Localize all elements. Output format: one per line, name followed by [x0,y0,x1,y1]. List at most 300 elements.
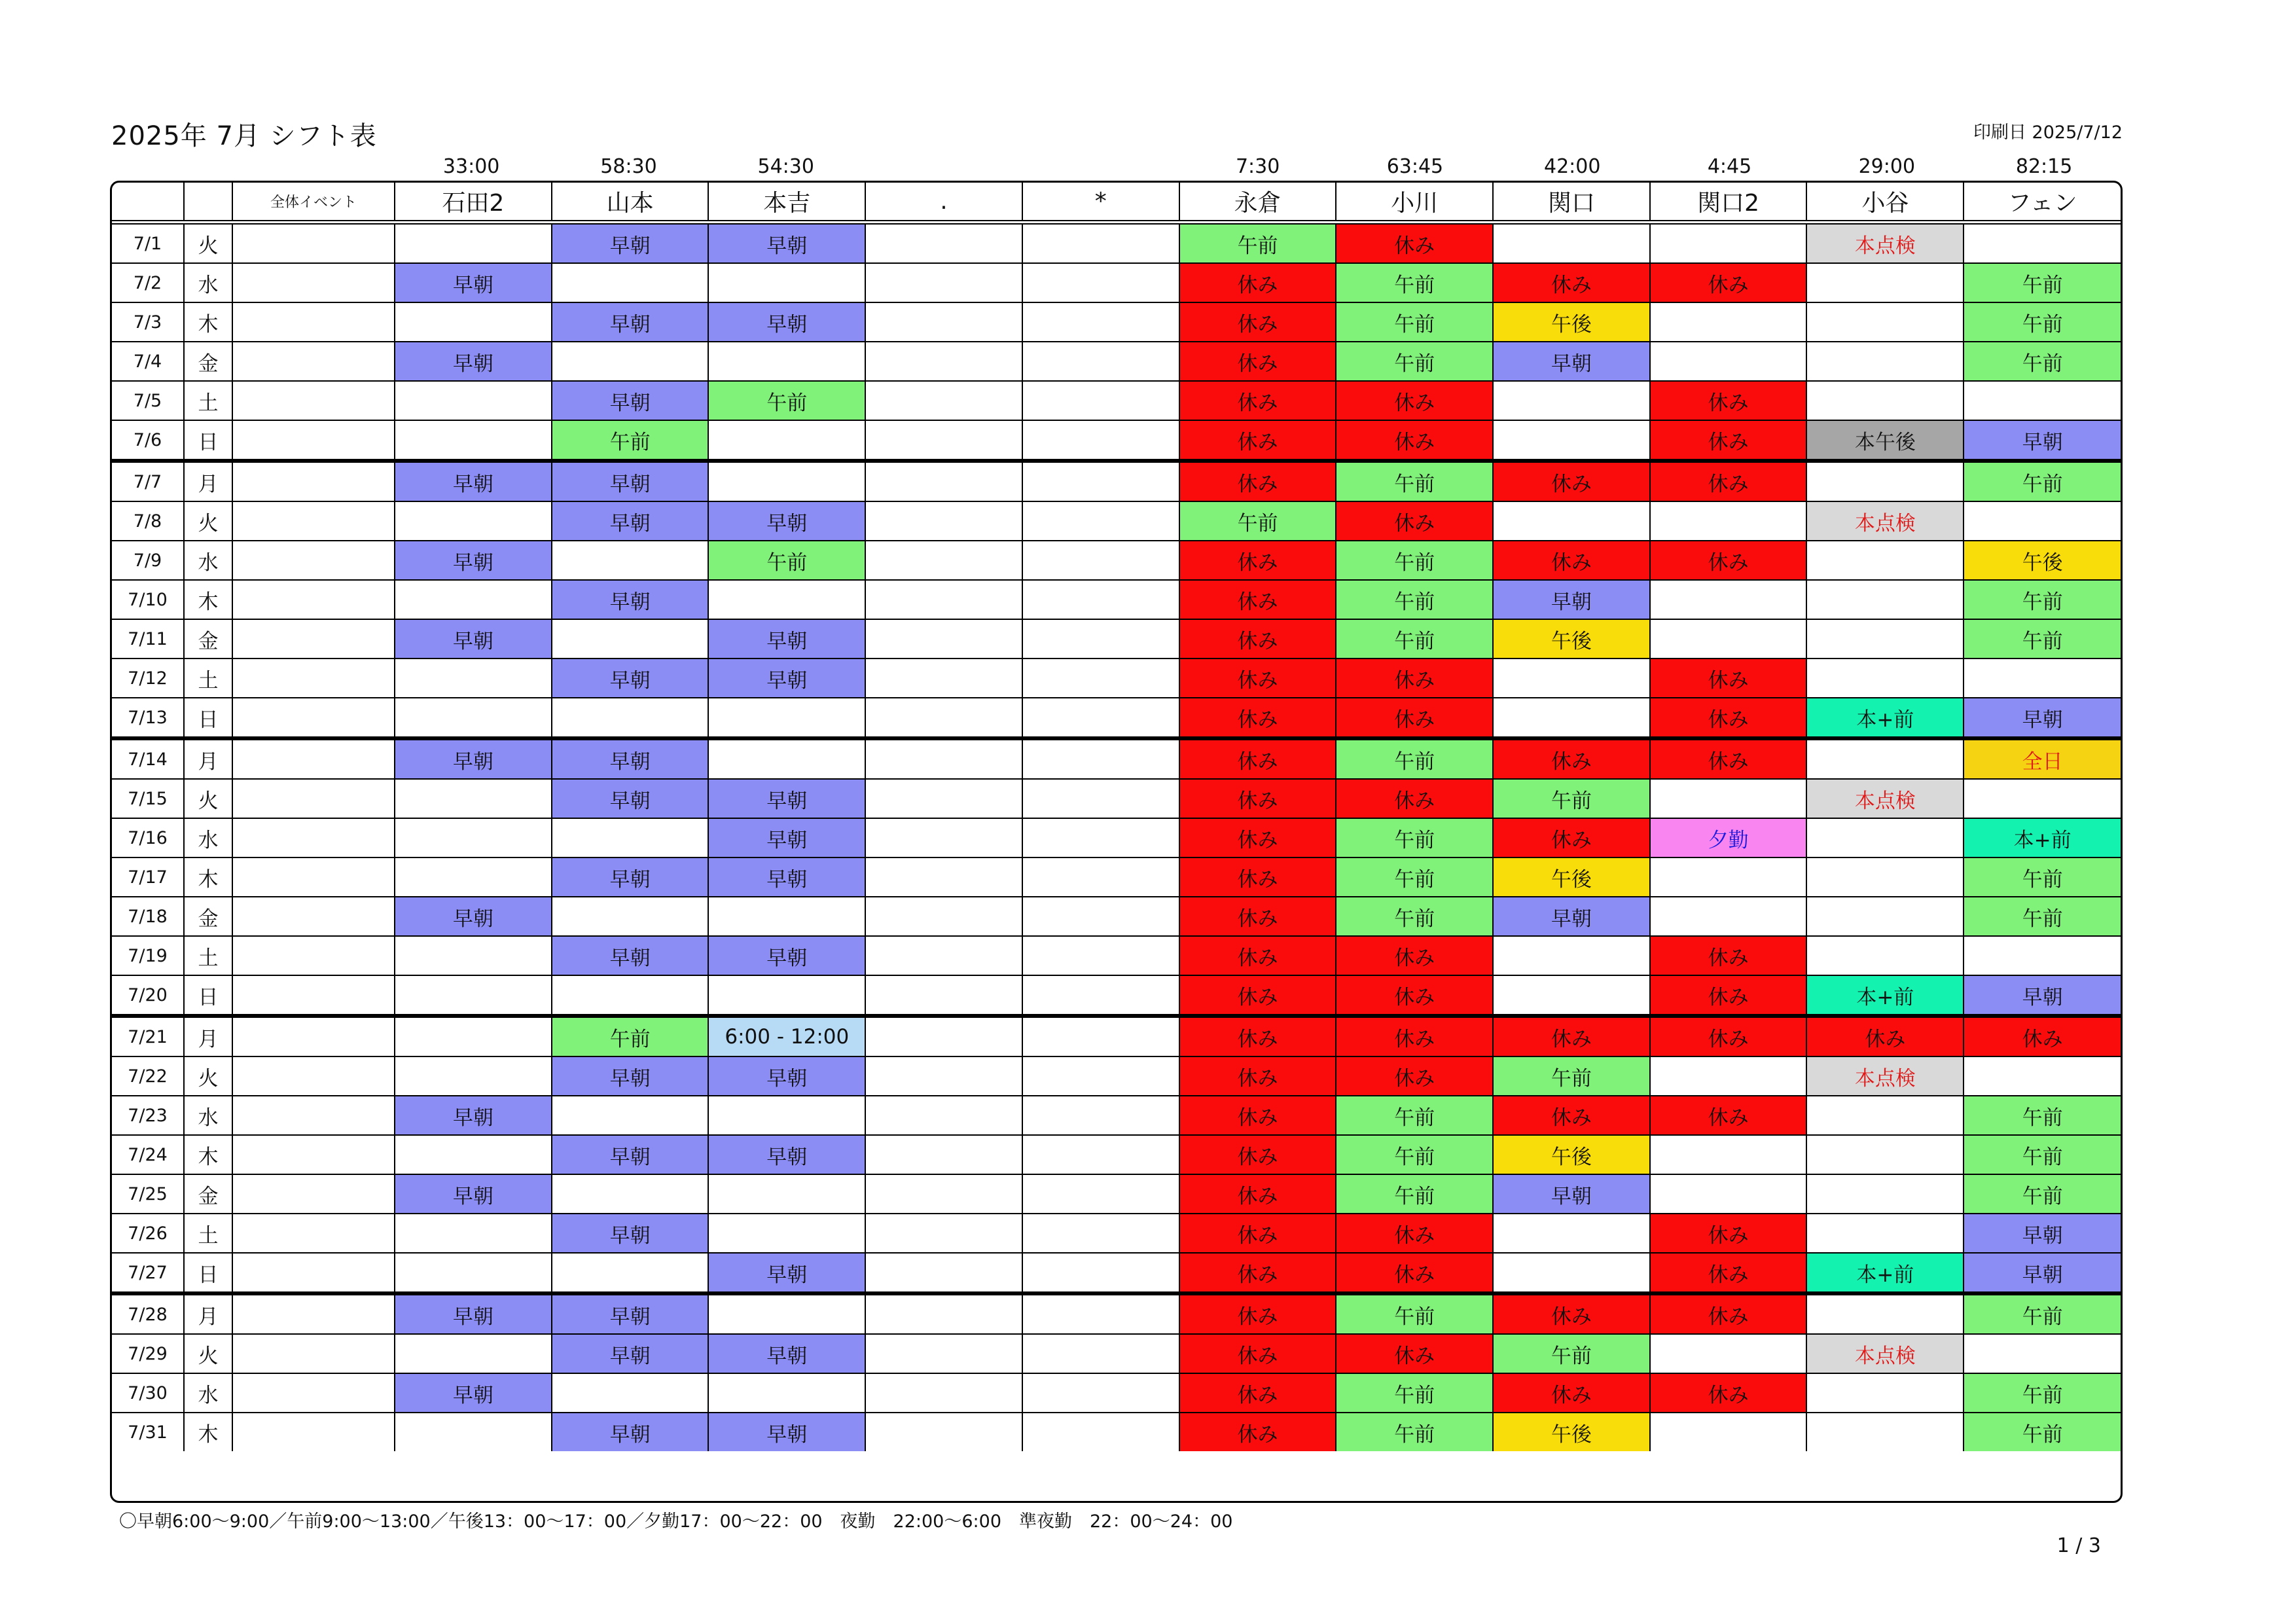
shift-cell[interactable] [1022,501,1179,541]
shift-cell[interactable] [1650,580,1807,619]
shift-cell[interactable] [552,1253,709,1293]
shift-cell[interactable] [865,975,1022,1016]
shift-cell[interactable]: 午前 [1336,1373,1493,1413]
shift-cell[interactable] [865,1293,1022,1334]
shift-cell[interactable]: 本点検 [1806,779,1964,818]
date-cell[interactable]: 7/26 [112,1214,184,1253]
shift-cell[interactable] [865,223,1022,264]
shift-cell[interactable]: 午前 [1964,1096,2121,1135]
shift-cell[interactable] [865,818,1022,857]
shift-cell[interactable] [552,975,709,1016]
shift-cell[interactable]: 早朝 [708,936,865,975]
shift-cell[interactable] [1806,461,1964,501]
weekday-cell[interactable]: 火 [184,1056,232,1096]
shift-cell[interactable] [395,1135,552,1174]
event-cell[interactable] [232,420,395,461]
event-cell[interactable] [232,263,395,302]
shift-cell[interactable]: 早朝 [552,1056,709,1096]
shift-cell[interactable]: 早朝 [552,659,709,698]
shift-cell[interactable]: 休み [1179,1253,1336,1293]
shift-cell[interactable] [708,738,865,779]
shift-cell[interactable] [1022,1135,1179,1174]
shift-cell[interactable]: 午後 [1493,1413,1650,1451]
shift-cell[interactable]: 休み [1493,1293,1650,1334]
shift-cell[interactable] [1806,1373,1964,1413]
event-cell[interactable] [232,779,395,818]
shift-cell[interactable] [1806,1096,1964,1135]
event-cell[interactable] [232,461,395,501]
shift-cell[interactable] [1650,1135,1807,1174]
weekday-cell[interactable]: 木 [184,302,232,342]
shift-cell[interactable] [1806,738,1964,779]
shift-cell[interactable] [865,381,1022,420]
shift-cell[interactable]: 午前 [1336,619,1493,659]
date-cell[interactable]: 7/30 [112,1373,184,1413]
date-cell[interactable]: 7/5 [112,381,184,420]
shift-cell[interactable] [865,857,1022,897]
shift-cell[interactable]: 早朝 [1964,1214,2121,1253]
date-cell[interactable]: 7/1 [112,223,184,264]
shift-cell[interactable] [1806,1293,1964,1334]
date-cell[interactable]: 7/18 [112,897,184,936]
date-cell[interactable]: 7/2 [112,263,184,302]
shift-cell[interactable]: 早朝 [708,1253,865,1293]
shift-cell[interactable]: 休み [1336,1016,1493,1056]
shift-cell[interactable] [395,698,552,738]
shift-cell[interactable] [1022,779,1179,818]
shift-cell[interactable] [708,1373,865,1413]
shift-cell[interactable] [1806,818,1964,857]
weekday-cell[interactable]: 木 [184,857,232,897]
shift-cell[interactable] [708,1096,865,1135]
weekday-cell[interactable]: 金 [184,619,232,659]
shift-cell[interactable]: 午前 [1964,263,2121,302]
shift-cell[interactable]: 午前 [1964,1135,2121,1174]
date-cell[interactable]: 7/3 [112,302,184,342]
shift-cell[interactable]: 休み [1179,1373,1336,1413]
shift-cell[interactable]: 休み [1179,263,1336,302]
shift-cell[interactable] [1493,1253,1650,1293]
shift-cell[interactable] [865,1214,1022,1253]
shift-cell[interactable]: 早朝 [708,1135,865,1174]
shift-cell[interactable] [1806,302,1964,342]
event-cell[interactable] [232,1016,395,1056]
shift-cell[interactable] [395,1413,552,1451]
date-cell[interactable]: 7/29 [112,1334,184,1373]
shift-cell[interactable] [1650,1056,1807,1096]
shift-cell[interactable]: 休み [1650,420,1807,461]
event-cell[interactable] [232,1096,395,1135]
shift-cell[interactable]: 休み [1964,1016,2121,1056]
shift-cell[interactable]: 午前 [1964,1293,2121,1334]
event-cell[interactable] [232,1214,395,1253]
shift-cell[interactable]: 休み [1650,975,1807,1016]
shift-cell[interactable]: 早朝 [395,1293,552,1334]
shift-cell[interactable]: 午前 [708,381,865,420]
shift-cell[interactable]: 早朝 [552,936,709,975]
shift-cell[interactable]: 休み [1493,738,1650,779]
date-cell[interactable]: 7/17 [112,857,184,897]
weekday-cell[interactable]: 水 [184,541,232,580]
shift-cell[interactable]: 全日 [1964,738,2121,779]
shift-cell[interactable]: 本午後 [1806,420,1964,461]
shift-cell[interactable] [552,1174,709,1214]
shift-cell[interactable]: 早朝 [552,580,709,619]
shift-cell[interactable]: 本点検 [1806,501,1964,541]
shift-cell[interactable]: 午前 [1336,1293,1493,1334]
shift-cell[interactable] [395,1253,552,1293]
shift-cell[interactable] [865,659,1022,698]
shift-cell[interactable] [1964,936,2121,975]
shift-cell[interactable]: 休み [1806,1016,1964,1056]
shift-cell[interactable]: 休み [1179,698,1336,738]
shift-cell[interactable]: 早朝 [552,501,709,541]
shift-cell[interactable] [1022,223,1179,264]
date-cell[interactable]: 7/24 [112,1135,184,1174]
shift-cell[interactable] [865,1135,1022,1174]
shift-cell[interactable]: 午前 [708,541,865,580]
shift-cell[interactable] [865,1253,1022,1293]
shift-cell[interactable] [1022,580,1179,619]
shift-cell[interactable]: 早朝 [395,1096,552,1135]
shift-cell[interactable]: 早朝 [708,1413,865,1451]
date-cell[interactable]: 7/20 [112,975,184,1016]
shift-cell[interactable] [865,1016,1022,1056]
shift-cell[interactable]: 早朝 [395,263,552,302]
shift-cell[interactable] [552,1096,709,1135]
shift-cell[interactable] [1022,302,1179,342]
weekday-cell[interactable]: 水 [184,818,232,857]
shift-cell[interactable]: 休み [1179,461,1336,501]
event-cell[interactable] [232,1174,395,1214]
shift-cell[interactable]: 早朝 [1964,420,2121,461]
shift-cell[interactable] [865,580,1022,619]
shift-cell[interactable]: 6:00 - 12:00 [708,1016,865,1056]
shift-cell[interactable] [865,541,1022,580]
weekday-cell[interactable]: 火 [184,779,232,818]
weekday-cell[interactable]: 日 [184,1253,232,1293]
shift-cell[interactable]: 早朝 [552,1135,709,1174]
shift-cell[interactable] [865,779,1022,818]
date-cell[interactable]: 7/16 [112,818,184,857]
shift-cell[interactable]: 休み [1650,738,1807,779]
shift-cell[interactable] [1022,619,1179,659]
shift-cell[interactable] [708,897,865,936]
shift-cell[interactable]: 午前 [1964,342,2121,381]
shift-cell[interactable]: 早朝 [708,857,865,897]
shift-cell[interactable]: 午前 [1336,857,1493,897]
shift-cell[interactable] [1964,501,2121,541]
shift-cell[interactable]: 早朝 [1964,975,2121,1016]
weekday-cell[interactable]: 土 [184,1214,232,1253]
shift-cell[interactable]: 休み [1179,420,1336,461]
date-cell[interactable]: 7/14 [112,738,184,779]
shift-cell[interactable] [1806,580,1964,619]
shift-cell[interactable]: 休み [1336,1214,1493,1253]
shift-cell[interactable] [1022,541,1179,580]
shift-cell[interactable]: 早朝 [552,857,709,897]
shift-cell[interactable]: 早朝 [395,1373,552,1413]
shift-cell[interactable]: 早朝 [708,779,865,818]
shift-cell[interactable]: 休み [1179,975,1336,1016]
weekday-cell[interactable]: 金 [184,897,232,936]
shift-cell[interactable]: 早朝 [1493,580,1650,619]
shift-cell[interactable] [1022,936,1179,975]
event-cell[interactable] [232,818,395,857]
shift-cell[interactable] [865,936,1022,975]
event-cell[interactable] [232,501,395,541]
shift-cell[interactable]: 休み [1179,818,1336,857]
shift-cell[interactable] [1806,263,1964,302]
weekday-cell[interactable]: 月 [184,1293,232,1334]
shift-cell[interactable] [1650,302,1807,342]
shift-cell[interactable]: 早朝 [395,897,552,936]
shift-cell[interactable] [1806,897,1964,936]
weekday-cell[interactable]: 水 [184,1096,232,1135]
shift-cell[interactable]: 休み [1179,936,1336,975]
shift-cell[interactable]: 午前 [1336,263,1493,302]
shift-cell[interactable]: 早朝 [395,738,552,779]
shift-cell[interactable]: 早朝 [708,1056,865,1096]
event-cell[interactable] [232,975,395,1016]
shift-cell[interactable] [1022,1214,1179,1253]
date-cell[interactable]: 7/11 [112,619,184,659]
weekday-cell[interactable]: 土 [184,936,232,975]
shift-cell[interactable] [708,698,865,738]
shift-cell[interactable] [1022,1413,1179,1451]
shift-cell[interactable]: 休み [1650,381,1807,420]
shift-cell[interactable]: 休み [1650,1096,1807,1135]
shift-cell[interactable]: 午前 [1964,1373,2121,1413]
weekday-cell[interactable]: 土 [184,381,232,420]
shift-cell[interactable] [395,779,552,818]
shift-cell[interactable] [1964,659,2121,698]
shift-cell[interactable] [708,975,865,1016]
date-cell[interactable]: 7/6 [112,420,184,461]
shift-cell[interactable]: 休み [1336,659,1493,698]
shift-cell[interactable] [708,1214,865,1253]
shift-cell[interactable] [1022,897,1179,936]
shift-cell[interactable]: 午前 [1179,501,1336,541]
shift-cell[interactable] [1650,1174,1807,1214]
event-cell[interactable] [232,738,395,779]
shift-cell[interactable] [865,263,1022,302]
shift-cell[interactable]: 午前 [1493,1056,1650,1096]
shift-cell[interactable]: 休み [1493,263,1650,302]
shift-cell[interactable]: 午前 [1493,779,1650,818]
event-cell[interactable] [232,659,395,698]
shift-cell[interactable]: 早朝 [708,659,865,698]
shift-cell[interactable] [395,420,552,461]
event-cell[interactable] [232,897,395,936]
date-cell[interactable]: 7/19 [112,936,184,975]
shift-cell[interactable] [395,302,552,342]
shift-cell[interactable]: 休み [1336,698,1493,738]
event-cell[interactable] [232,1373,395,1413]
shift-cell[interactable]: 休み [1336,1253,1493,1293]
shift-cell[interactable]: 休み [1336,936,1493,975]
shift-cell[interactable]: 午前 [1336,1413,1493,1451]
date-cell[interactable]: 7/8 [112,501,184,541]
shift-cell[interactable]: 早朝 [552,1413,709,1451]
shift-cell[interactable] [1806,1135,1964,1174]
shift-cell[interactable]: 休み [1650,1214,1807,1253]
shift-cell[interactable]: 早朝 [395,541,552,580]
event-cell[interactable] [232,302,395,342]
shift-cell[interactable] [1493,659,1650,698]
shift-cell[interactable]: 休み [1179,302,1336,342]
shift-cell[interactable]: 早朝 [395,619,552,659]
shift-cell[interactable] [1022,381,1179,420]
shift-cell[interactable] [1650,1334,1807,1373]
shift-cell[interactable] [552,263,709,302]
shift-cell[interactable]: 午前 [1964,1174,2121,1214]
event-cell[interactable] [232,1293,395,1334]
shift-cell[interactable] [395,818,552,857]
shift-cell[interactable]: 早朝 [1964,1253,2121,1293]
shift-cell[interactable]: 午前 [1336,897,1493,936]
shift-cell[interactable] [1022,263,1179,302]
shift-cell[interactable]: 休み [1650,1373,1807,1413]
shift-cell[interactable]: 午前 [1336,1135,1493,1174]
shift-cell[interactable] [395,857,552,897]
shift-cell[interactable]: 早朝 [708,302,865,342]
weekday-cell[interactable]: 日 [184,698,232,738]
shift-cell[interactable]: 休み [1179,1174,1336,1214]
shift-cell[interactable]: 午前 [1964,897,2121,936]
weekday-cell[interactable]: 火 [184,223,232,264]
shift-cell[interactable] [395,659,552,698]
shift-cell[interactable] [1806,1413,1964,1451]
shift-cell[interactable] [865,1056,1022,1096]
shift-cell[interactable] [1022,1253,1179,1293]
shift-cell[interactable] [1650,619,1807,659]
shift-cell[interactable]: 休み [1650,936,1807,975]
shift-cell[interactable] [865,420,1022,461]
shift-cell[interactable]: 休み [1650,263,1807,302]
shift-cell[interactable]: 休み [1650,461,1807,501]
event-cell[interactable] [232,541,395,580]
shift-cell[interactable] [865,698,1022,738]
shift-cell[interactable]: 本点検 [1806,1334,1964,1373]
weekday-cell[interactable]: 月 [184,461,232,501]
shift-cell[interactable] [395,1016,552,1056]
event-cell[interactable] [232,580,395,619]
shift-cell[interactable] [708,1293,865,1334]
shift-cell[interactable]: 本点検 [1806,1056,1964,1096]
shift-cell[interactable]: 休み [1650,541,1807,580]
date-cell[interactable]: 7/12 [112,659,184,698]
shift-cell[interactable] [1806,659,1964,698]
shift-cell[interactable]: 早朝 [395,342,552,381]
shift-cell[interactable] [1806,342,1964,381]
shift-cell[interactable]: 休み [1179,1413,1336,1451]
shift-cell[interactable] [708,461,865,501]
shift-cell[interactable]: 休み [1179,580,1336,619]
shift-cell[interactable]: 休み [1179,1016,1336,1056]
shift-cell[interactable] [865,1174,1022,1214]
shift-cell[interactable] [552,541,709,580]
shift-cell[interactable]: 早朝 [552,738,709,779]
shift-cell[interactable]: 休み [1650,1253,1807,1293]
weekday-cell[interactable]: 木 [184,1413,232,1451]
shift-cell[interactable]: 午前 [1336,738,1493,779]
shift-cell[interactable]: 午前 [1336,461,1493,501]
event-cell[interactable] [232,936,395,975]
shift-cell[interactable]: 午前 [1179,223,1336,264]
weekday-cell[interactable]: 水 [184,1373,232,1413]
shift-cell[interactable]: 早朝 [552,381,709,420]
date-cell[interactable]: 7/23 [112,1096,184,1135]
weekday-cell[interactable]: 金 [184,342,232,381]
shift-cell[interactable]: 午前 [1964,302,2121,342]
shift-cell[interactable] [1022,1016,1179,1056]
shift-cell[interactable]: 午前 [1964,857,2121,897]
shift-cell[interactable] [708,263,865,302]
shift-cell[interactable] [1650,779,1807,818]
shift-cell[interactable] [552,897,709,936]
shift-cell[interactable]: 休み [1493,1016,1650,1056]
shift-cell[interactable]: 午前 [1964,580,2121,619]
shift-cell[interactable] [552,342,709,381]
shift-cell[interactable]: 早朝 [552,302,709,342]
shift-cell[interactable] [552,698,709,738]
shift-cell[interactable] [1650,223,1807,264]
shift-cell[interactable]: 休み [1650,1293,1807,1334]
date-cell[interactable]: 7/21 [112,1016,184,1056]
shift-cell[interactable] [552,818,709,857]
shift-cell[interactable]: 午後 [1493,857,1650,897]
shift-cell[interactable]: 本点検 [1806,223,1964,264]
shift-cell[interactable]: 午後 [1493,619,1650,659]
shift-cell[interactable] [1022,420,1179,461]
shift-cell[interactable]: 休み [1336,381,1493,420]
date-cell[interactable]: 7/31 [112,1413,184,1451]
shift-cell[interactable] [1650,342,1807,381]
event-cell[interactable] [232,619,395,659]
shift-cell[interactable] [1806,936,1964,975]
shift-cell[interactable] [1022,1174,1179,1214]
shift-cell[interactable]: 休み [1336,779,1493,818]
shift-cell[interactable] [865,738,1022,779]
shift-cell[interactable]: 休み [1336,501,1493,541]
shift-cell[interactable] [1493,420,1650,461]
shift-cell[interactable]: 休み [1493,461,1650,501]
shift-cell[interactable] [1964,381,2121,420]
weekday-cell[interactable]: 火 [184,501,232,541]
shift-cell[interactable] [865,501,1022,541]
shift-cell[interactable]: 早朝 [1493,1174,1650,1214]
shift-cell[interactable] [865,897,1022,936]
shift-cell[interactable] [395,936,552,975]
weekday-cell[interactable]: 日 [184,975,232,1016]
shift-cell[interactable]: 休み [1179,342,1336,381]
shift-cell[interactable] [1493,936,1650,975]
shift-cell[interactable] [1964,779,2121,818]
date-cell[interactable]: 7/9 [112,541,184,580]
date-cell[interactable]: 7/27 [112,1253,184,1293]
shift-cell[interactable] [1493,381,1650,420]
shift-cell[interactable] [1964,1056,2121,1096]
shift-cell[interactable]: 早朝 [1964,698,2121,738]
shift-cell[interactable]: 休み [1179,619,1336,659]
weekday-cell[interactable]: 月 [184,738,232,779]
shift-cell[interactable]: 本+前 [1806,975,1964,1016]
shift-cell[interactable]: 早朝 [552,779,709,818]
shift-cell[interactable]: 休み [1179,1135,1336,1174]
shift-cell[interactable] [1022,857,1179,897]
shift-cell[interactable]: 午前 [1964,1413,2121,1451]
